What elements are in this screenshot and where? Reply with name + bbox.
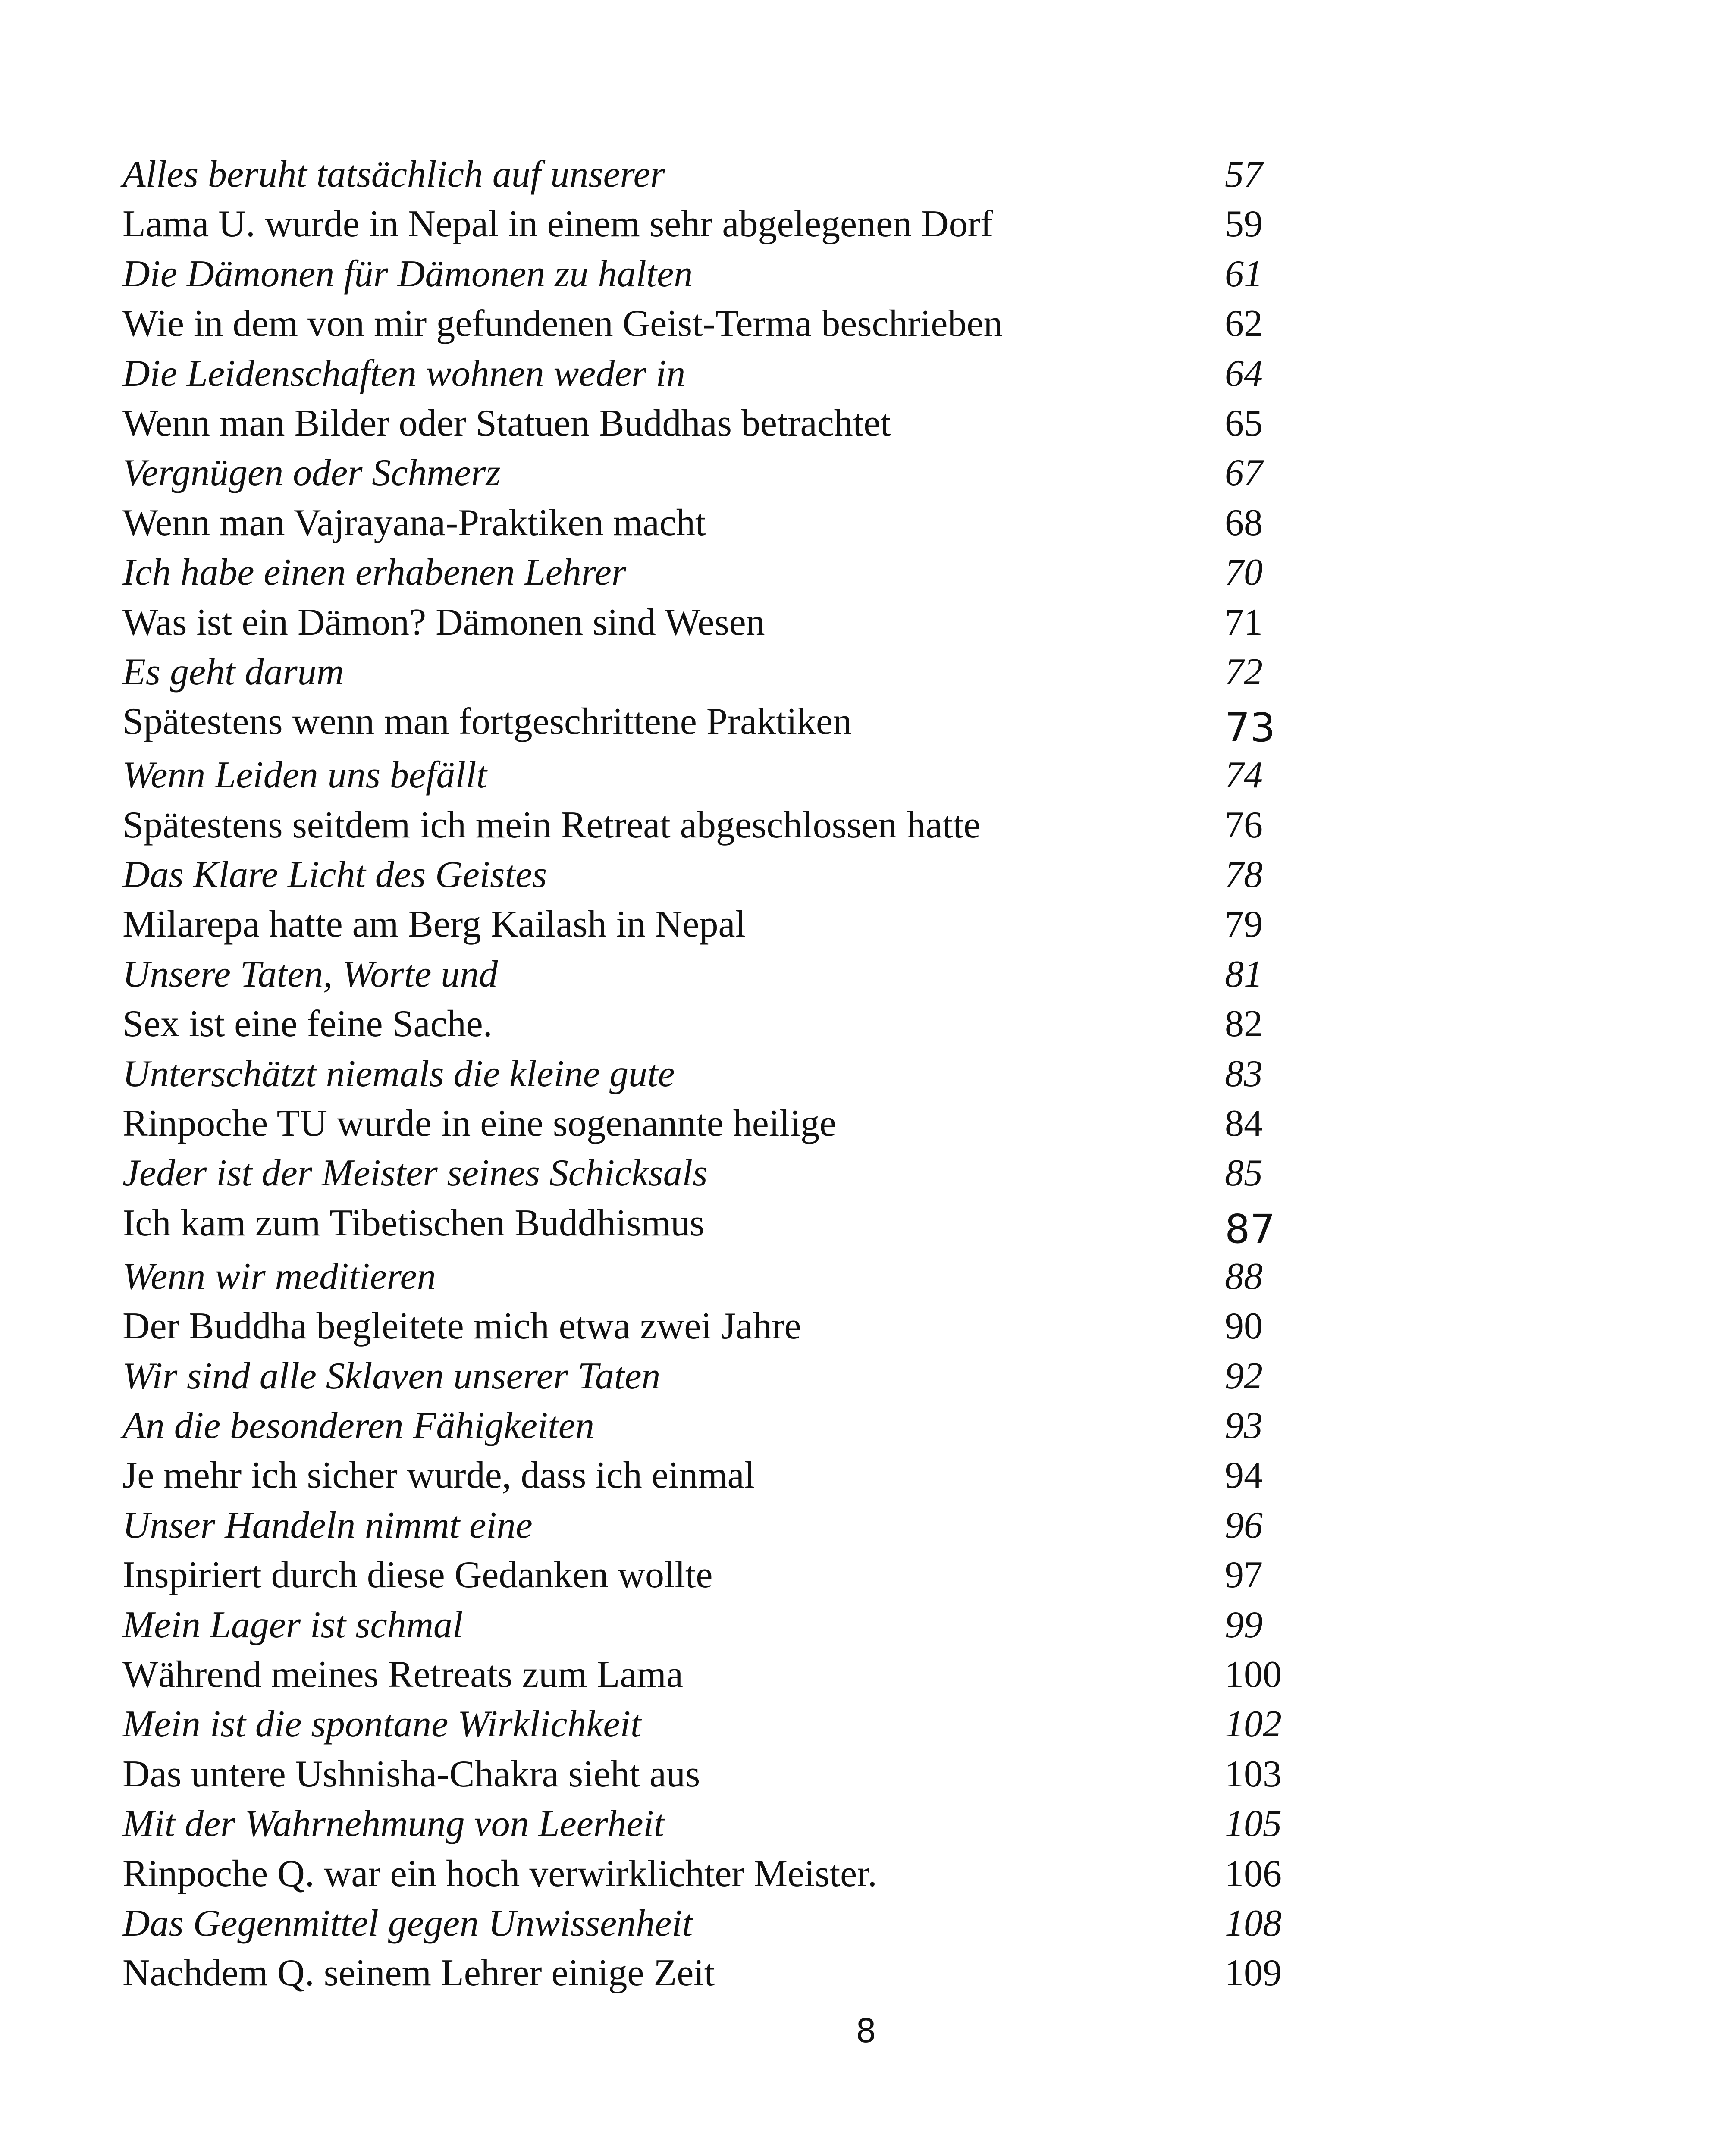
toc-entry-title: Mein Lager ist schmal [122,1604,463,1646]
toc-entry [122,999,1304,1049]
toc-entry-title: Wenn wir meditieren [122,1255,436,1297]
toc-entry-title: Je mehr ich sicher wurde, dass ich einmal [122,1454,755,1497]
toc-entry-page: 96 [1225,1504,1263,1546]
toc-entry-title: Ich kam zum Tibetischen Buddhismus [122,1202,705,1244]
toc-entry-page: 59 [1225,203,1263,245]
toc-entry-page: 82 [1225,1003,1263,1045]
toc-entry-title: Lama U. wurde in Nepal in einem sehr abgelegenen Dorf [122,203,993,245]
toc-entry-title: Mein ist die spontane Wirklichkeit [122,1703,641,1745]
toc-entry-page: 85 [1225,1152,1263,1194]
toc-entry-title: Spätestens wenn man fortgeschrittene Praktiken [122,701,852,743]
toc-entry [122,1550,1304,1600]
toc-entry-page: 67 [1225,452,1263,494]
toc-entry-title: Der Buddha begleitete mich etwa zwei Jahre [122,1305,801,1348]
toc-entry-page: 83 [1225,1053,1263,1095]
toc-entry [122,1198,1304,1252]
toc-entry [122,349,1304,398]
toc-entry-page: 73 [1225,705,1276,751]
toc-entry-page: 76 [1225,804,1263,846]
toc-entry [122,1650,1304,1699]
toc-entry-page: 62 [1225,303,1263,345]
toc-entry [122,1148,1304,1198]
toc-entry-title: Vergnügen oder Schmerz [122,452,501,494]
toc-entry [122,1948,1304,1998]
toc-entry [122,1252,1304,1301]
toc-entry [122,1301,1304,1351]
toc-entry-title: Wenn Leiden uns befällt [122,754,487,796]
toc-entry [122,950,1304,999]
toc-entry-title: Das Klare Licht des Geistes [122,854,547,896]
toc-entry-title: Nachdem Q. seinem Lehrer einige Zeit [122,1952,715,1994]
table-of-contents [122,150,1304,1998]
toc-entry-title: Wir sind alle Sklaven unserer Taten [122,1355,661,1397]
toc-entry [122,249,1304,299]
toc-entry-page: 90 [1225,1305,1263,1348]
toc-entry [122,647,1304,697]
toc-entry-page: 93 [1225,1404,1263,1447]
toc-entry-page: 105 [1225,1803,1282,1845]
toc-entry [122,899,1304,949]
toc-entry [122,1351,1304,1401]
toc-entry-title: Was ist ein Dämon? Dämonen sind Wesen [122,601,765,643]
toc-entry-title: Unterschätzt niemals die kleine gute [122,1053,675,1095]
toc-entry-page: 68 [1225,501,1263,544]
toc-entry-page: 64 [1225,352,1263,395]
toc-entry [122,199,1304,249]
toc-entry [122,850,1304,899]
toc-entry [122,448,1304,498]
toc-entry [122,548,1304,597]
toc-entry-page: 106 [1225,1852,1282,1895]
toc-entry-page: 78 [1225,854,1263,896]
toc-entry-page: 100 [1225,1653,1282,1695]
toc-entry-title: Mit der Wahrnehmung von Leerheit [122,1803,665,1845]
toc-entry-title: Milarepa hatte am Berg Kailash in Nepal [122,903,746,946]
toc-entry-title: Das Gegenmittel gegen Unwissenheit [122,1902,693,1944]
toc-entry-title: Die Leidenschaften wohnen weder in [122,352,686,395]
toc-entry-title: Sex ist eine feine Sache. [122,1003,493,1045]
toc-entry [122,1749,1304,1799]
toc-entry [122,1849,1304,1899]
toc-entry [122,1401,1304,1451]
toc-entry [122,1049,1304,1099]
toc-entry-page: 79 [1225,903,1263,946]
toc-entry-title: Wie in dem von mir gefundenen Geist-Terma beschrieben [122,303,1003,345]
toc-entry [122,498,1304,548]
toc-entry-title: Spätestens seitdem ich mein Retreat abgeschlossen hatte [122,804,981,846]
toc-entry [122,1451,1304,1500]
toc-entry-page: 103 [1225,1753,1282,1795]
toc-entry [122,1899,1304,1948]
page-number: 8 [855,2012,877,2050]
toc-entry [122,1099,1304,1148]
toc-entry-page: 87 [1225,1206,1276,1252]
toc-entry [122,1699,1304,1749]
toc-entry [122,1799,1304,1849]
toc-entry-page: 74 [1225,754,1263,796]
toc-entry-page: 57 [1225,154,1263,195]
toc-entry-page: 84 [1225,1103,1263,1145]
toc-entry-title: Unsere Taten, Worte und [122,953,498,995]
toc-entry-title: Während meines Retreats zum Lama [122,1653,683,1695]
toc-entry [122,1501,1304,1550]
toc-entry [122,598,1304,647]
toc-entry-page: 81 [1225,953,1263,995]
toc-entry-page: 99 [1225,1604,1263,1646]
toc-entry-page: 88 [1225,1255,1263,1297]
toc-entry-title: Alles beruht tatsächlich auf unserer [122,154,665,195]
toc-entry [122,398,1304,448]
toc-entry-page: 72 [1225,651,1263,693]
toc-entry-page: 70 [1225,552,1263,594]
toc-entry-page: 92 [1225,1355,1263,1397]
toc-entry-page: 71 [1225,601,1263,643]
toc-entry-title: Rinpoche TU wurde in eine sogenannte heilige [122,1103,837,1145]
toc-entry-title: Es geht darum [122,651,344,693]
toc-entry-page: 109 [1225,1952,1282,1994]
toc-entry [122,1600,1304,1650]
toc-entry-title: Wenn man Vajrayana-Praktiken macht [122,501,706,544]
toc-entry [122,299,1304,348]
toc-entry-title: Die Dämonen für Dämonen zu halten [122,253,693,295]
toc-entry-title: Das untere Ushnisha-Chakra sieht aus [122,1753,700,1795]
toc-entry [122,800,1304,850]
toc-entry-title: Unser Handeln nimmt eine [122,1504,533,1546]
toc-entry [122,750,1304,800]
toc-entry [122,150,1304,199]
toc-entry-page: 97 [1225,1554,1263,1596]
toc-entry-page: 108 [1225,1902,1282,1944]
toc-entry-title: Jeder ist der Meister seines Schicksals [122,1152,708,1194]
toc-entry-title: Wenn man Bilder oder Statuen Buddhas betrachtet [122,402,891,444]
toc-entry-title: An die besonderen Fähigkeiten [122,1404,594,1447]
toc-entry-page: 61 [1225,253,1263,295]
toc-entry-title: Ich habe einen erhabenen Lehrer [122,552,627,594]
toc-entry-page: 94 [1225,1454,1263,1497]
toc-entry-page: 65 [1225,402,1263,444]
toc-entry-page: 102 [1225,1703,1282,1745]
toc-entry [122,697,1304,750]
toc-entry-title: Inspiriert durch diese Gedanken wollte [122,1554,713,1596]
toc-entry-title: Rinpoche Q. war ein hoch verwirklichter Meister. [122,1852,877,1895]
